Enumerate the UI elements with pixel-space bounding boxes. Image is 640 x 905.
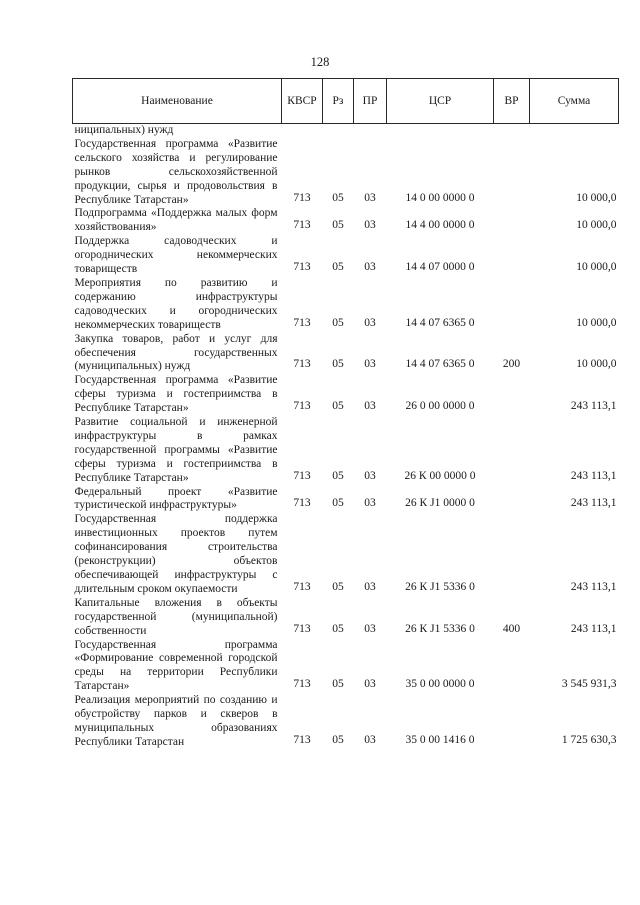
row-rz: 05 xyxy=(332,733,344,746)
table-row xyxy=(73,235,619,277)
row-rz: 05 xyxy=(332,580,344,593)
row-csr: 14 4 00 0000 0 xyxy=(405,219,475,232)
row-csr: 26 К 00 0000 0 xyxy=(404,469,476,482)
table-row xyxy=(73,486,619,514)
row-vr xyxy=(494,513,530,596)
table-header-row xyxy=(73,79,619,124)
row-kvsr: 713 xyxy=(293,191,311,204)
header-rz: Рз xyxy=(323,79,354,124)
row-name: Поддержка садоводческих и огороднических некоммерческих товариществ xyxy=(74,235,278,276)
table-row xyxy=(73,207,619,235)
row-rz: 05 xyxy=(332,678,344,691)
row-rz: 05 xyxy=(332,400,344,413)
row-pr xyxy=(354,124,387,138)
row-name: ниципальных) нужд xyxy=(74,124,174,136)
row-vr xyxy=(494,639,530,695)
row-csr: 14 4 07 6365 0 xyxy=(405,316,475,329)
row-kvsr: 713 xyxy=(293,316,311,329)
row-rz: 05 xyxy=(332,261,344,274)
table-row xyxy=(73,597,619,639)
row-name: Государственная программа «Развитие сельского хозяйства и регулирование рынков сельскохозяйственной продукции, сырья и продовольствия в Республике Татарстан» xyxy=(74,137,278,206)
row-pr: 03 xyxy=(364,219,376,232)
row-sum: 243 113,1 xyxy=(570,469,617,482)
row-rz: 05 xyxy=(332,358,344,371)
row-rz xyxy=(323,124,354,138)
row-vr xyxy=(494,277,530,333)
row-name: Федеральный проект «Развитие туристической инфраструктуры» xyxy=(74,485,278,512)
row-csr: 26 0 00 0000 0 xyxy=(405,400,475,413)
row-sum: 1 725 630,3 xyxy=(561,733,617,746)
row-pr: 03 xyxy=(364,469,376,482)
row-sum xyxy=(530,124,619,138)
row-sum: 10 000,0 xyxy=(576,219,617,232)
row-sum: 10 000,0 xyxy=(576,358,617,371)
row-csr: 14 4 07 6365 0 xyxy=(405,358,475,371)
row-name: Государственная программа «Формирование современной городской среды на территории Республики Татарстан» xyxy=(74,638,278,693)
row-name: Государственная поддержка инвестиционных проектов путем софинансирования строительства (реконструкции) объектов обеспечивающей инфраструктуры с длительным сроком окупаемости xyxy=(74,513,278,595)
budget-table xyxy=(72,78,619,750)
row-name: Мероприятия по развитию и содержанию инфраструктуры садоводческих и огороднических некоммерческих товариществ xyxy=(74,276,278,331)
row-rz: 05 xyxy=(332,497,344,510)
row-kvsr: 713 xyxy=(293,678,311,691)
row-kvsr: 713 xyxy=(293,733,311,746)
header-pr: ПР xyxy=(354,79,387,124)
table-row xyxy=(73,277,619,333)
row-name: Подпрограмма «Поддержка малых форм хозяйствования» xyxy=(74,207,278,234)
row-kvsr: 713 xyxy=(293,469,311,482)
table-row xyxy=(73,416,619,486)
row-name: Реализация мероприятий по созданию и обустройству парков и скверов в муниципальных образованиях Республики Татарстан xyxy=(74,694,278,748)
row-name: Развитие социальной и инженерной инфраструктуры в рамках государственной программы «Развитие сферы туризма и гостеприимства в Республике Татарстан» xyxy=(74,416,278,484)
header-vr: ВР xyxy=(494,79,530,124)
row-kvsr xyxy=(282,124,323,138)
header-kvsr: КВСР xyxy=(282,79,323,124)
row-pr: 03 xyxy=(364,678,376,691)
row-vr xyxy=(494,138,530,208)
row-rz: 05 xyxy=(332,622,344,635)
row-pr: 03 xyxy=(364,316,376,329)
row-csr: 26 К J1 5336 0 xyxy=(405,622,475,635)
row-sum: 10 000,0 xyxy=(576,261,617,274)
row-sum: 243 113,1 xyxy=(570,497,617,510)
row-vr xyxy=(494,124,530,138)
table-row xyxy=(73,124,619,138)
row-pr: 03 xyxy=(364,400,376,413)
row-pr: 03 xyxy=(364,580,376,593)
row-sum: 243 113,1 xyxy=(570,622,617,635)
row-vr: 200 xyxy=(502,358,521,371)
row-kvsr: 713 xyxy=(293,400,311,413)
row-vr xyxy=(494,207,530,235)
row-pr: 03 xyxy=(364,497,376,510)
row-rz: 05 xyxy=(332,191,344,204)
row-rz: 05 xyxy=(332,316,344,329)
table-row xyxy=(73,639,619,695)
row-vr xyxy=(494,486,530,514)
header-name: Наименование xyxy=(73,79,282,124)
table-row xyxy=(73,374,619,416)
header-csr: ЦСР xyxy=(387,79,494,124)
row-sum: 10 000,0 xyxy=(576,191,617,204)
row-pr: 03 xyxy=(364,358,376,371)
header-sum: Сумма xyxy=(530,79,619,124)
row-rz: 05 xyxy=(332,469,344,482)
row-csr: 14 0 00 0000 0 xyxy=(405,191,475,204)
row-sum: 10 000,0 xyxy=(576,316,617,329)
row-csr: 26 К J1 0000 0 xyxy=(405,497,475,510)
table-row xyxy=(73,694,619,750)
row-pr: 03 xyxy=(364,261,376,274)
table-row xyxy=(73,138,619,208)
row-kvsr: 713 xyxy=(293,497,311,510)
row-kvsr: 713 xyxy=(293,261,311,274)
row-pr: 03 xyxy=(364,622,376,635)
row-vr xyxy=(494,694,530,750)
row-kvsr: 713 xyxy=(293,358,311,371)
row-vr xyxy=(494,374,530,416)
row-name: Капитальные вложения в объекты государственной (муниципальной) собственности xyxy=(74,596,278,637)
row-csr: 14 4 07 0000 0 xyxy=(405,261,475,274)
row-pr: 03 xyxy=(364,733,376,746)
row-kvsr: 713 xyxy=(293,580,311,593)
row-sum: 243 113,1 xyxy=(570,400,617,413)
row-rz: 05 xyxy=(332,219,344,232)
row-kvsr: 713 xyxy=(293,219,311,232)
table-row xyxy=(73,513,619,596)
row-name: Закупка товаров, работ и услуг для обеспечения государственных (муниципальных) нужд xyxy=(74,332,278,373)
table-row xyxy=(73,333,619,375)
page-number: 128 xyxy=(310,55,330,69)
row-kvsr: 713 xyxy=(293,622,311,635)
row-csr xyxy=(387,124,494,138)
row-sum: 243 113,1 xyxy=(570,580,617,593)
row-vr xyxy=(494,416,530,486)
row-vr xyxy=(494,235,530,277)
row-sum: 3 545 931,3 xyxy=(561,678,617,691)
row-pr: 03 xyxy=(364,191,376,204)
row-csr: 35 0 00 0000 0 xyxy=(405,678,475,691)
row-csr: 35 0 00 1416 0 xyxy=(405,733,475,746)
row-name: Государственная программа «Развитие сферы туризма и гостеприимства в Республике Татарстан» xyxy=(74,374,278,415)
row-csr: 26 К J1 5336 0 xyxy=(405,580,475,593)
row-vr: 400 xyxy=(502,622,521,635)
